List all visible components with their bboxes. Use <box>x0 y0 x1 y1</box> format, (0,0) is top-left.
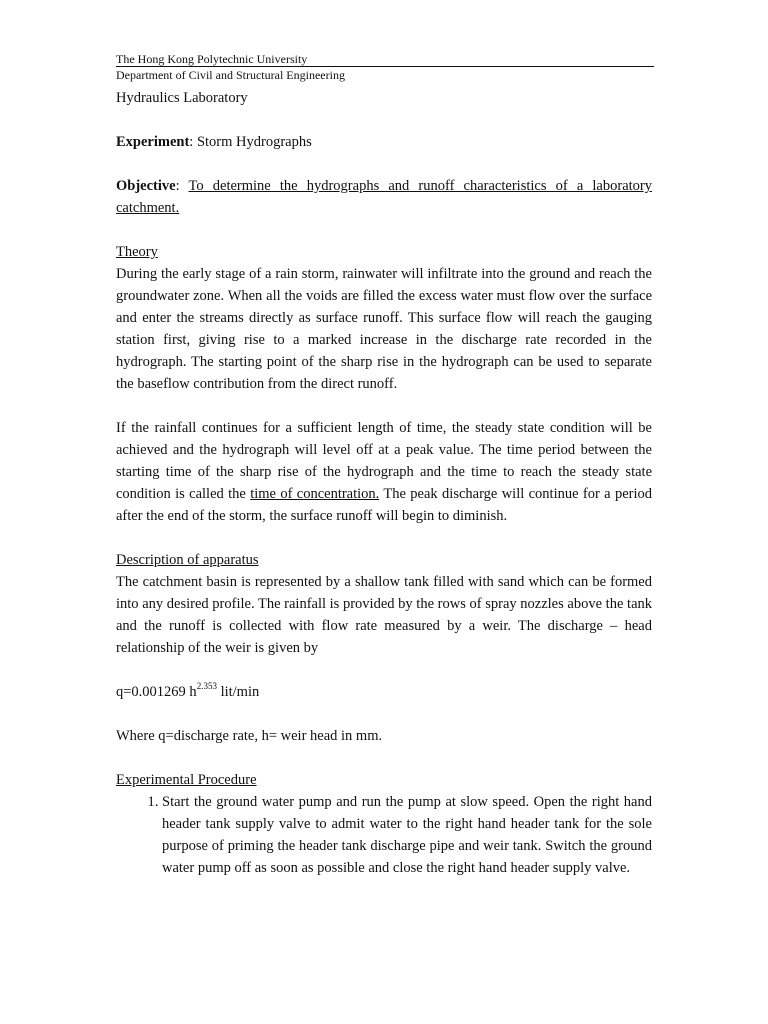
formula-exponent: 2.353 <box>196 681 217 691</box>
header-rule <box>116 66 654 67</box>
objective-line: Objective: To determine the hydrographs and runoff characteristics of a laboratory catchment. <box>116 178 652 216</box>
theory-paragraph-2-start: If the rainfall continues for a sufficient length of time, the steady state condition will be achieved and the hydrograph will level off at a peak value. The time period between the starting time of the sharp rise of the hydrograph and the time to reach the steady state condition is called the <box>116 420 652 502</box>
document-body <box>116 87 652 879</box>
theory-paragraph-1: During the early stage of a rain storm, rainwater will infiltrate into the ground and reach the groundwater zone. When all the voids are filled the excess water must flow over the surface and enter the streams directly as surface runoff. This surface flow will reach the gauging station first, giving rise to a marked increase in the discharge rate recorded in the hydrograph. The starting point of the sharp rise in the hydrograph can be used to separate the baseflow contribution from the direct runoff. <box>116 266 652 392</box>
formula-unit: lit/min <box>216 684 260 700</box>
weir-formula <box>116 681 652 703</box>
theory-paragraph-2 <box>116 417 652 527</box>
lab-title: Hydraulics Laboratory <box>116 90 248 106</box>
apparatus-heading: Description of apparatus <box>116 552 259 568</box>
formula-base: q=0.001269 h <box>116 684 197 700</box>
procedure-step: 1. Start the ground water pump and run the pump at slow speed. Open the right hand header tank supply valve to admit water to the right hand header tank for the sole purpose of priming the header tank discharge pipe and weir tank. Switch the ground water pump off as soon as possible and close the right hand header supply valve. <box>162 791 652 879</box>
objective-label: Objective <box>116 178 176 194</box>
objective-text: To determine the hydrographs and runoff characteristics of a laboratory catchment. <box>116 178 652 216</box>
experiment-label: Experiment <box>116 134 190 150</box>
experiment-title: Storm Hydrographs <box>196 134 312 150</box>
header-university: The Hong Kong Polytechnic University <box>116 52 308 66</box>
apparatus-paragraph: The catchment basin is represented by a shallow tank filled with sand which can be formed into any desired profile. The rainfall is provided by the rows of spray nozzles above the tank and the runoff is collected with flow rate measured by a weir. The discharge – head relationship of the weir is given by <box>116 574 652 656</box>
procedure-list <box>116 791 652 879</box>
theory-paragraph-2-end: The peak discharge will continue for a period after the end of the storm, the surface runoff will begin to diminish. <box>116 486 652 524</box>
formula-where: Where q=discharge rate, h= weir head in mm. <box>116 728 383 744</box>
theory-heading: Theory <box>116 244 158 260</box>
experiment-line: Experiment: Storm Hydrographs <box>116 134 312 150</box>
time-of-concentration-term: time of concentration. <box>250 486 380 502</box>
procedure-heading: Experimental Procedure <box>116 772 257 788</box>
header-department: Department of Civil and Structural Engineering <box>116 68 345 82</box>
